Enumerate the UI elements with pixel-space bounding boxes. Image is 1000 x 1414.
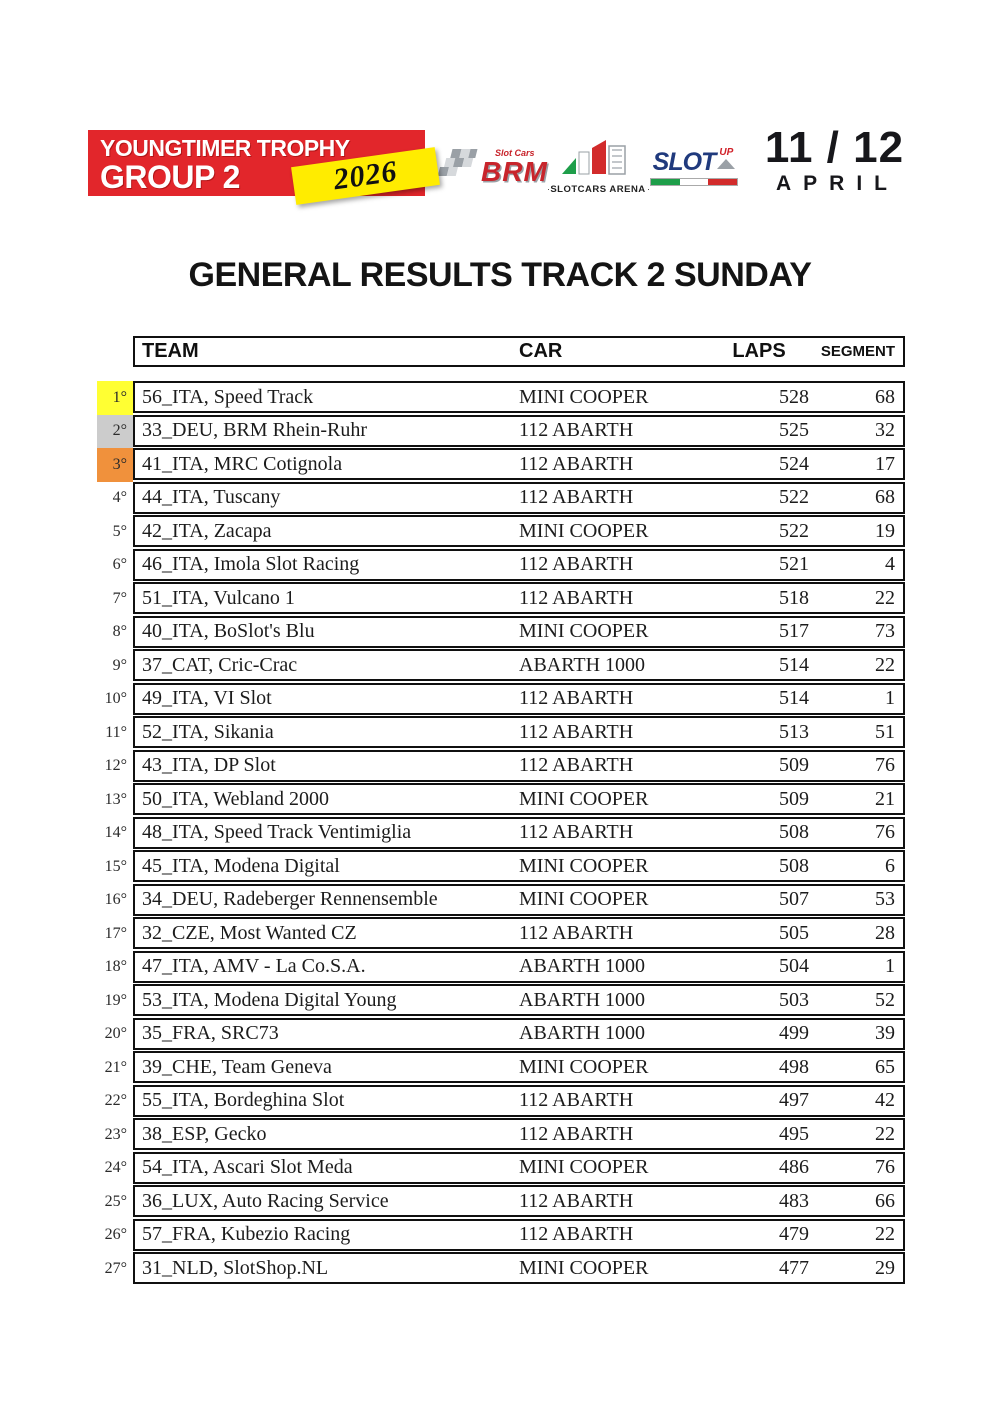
position-cell: 1° xyxy=(97,381,133,415)
team-cell: 31_NLD, SlotShop.NL xyxy=(142,1256,329,1279)
segment-cell: 39 xyxy=(875,1022,895,1044)
car-cell: MINI COOPER xyxy=(519,1156,649,1178)
position-cell: 5° xyxy=(112,522,127,540)
table-row xyxy=(97,1185,905,1217)
segment-cell: 22 xyxy=(875,1122,895,1145)
car-cell: 112 ABARTH xyxy=(519,687,634,709)
position-cell: 20° xyxy=(104,1025,127,1043)
slotup-name: SLOT xyxy=(652,148,716,176)
segment-cell: 19 xyxy=(875,519,895,542)
car-cell: MINI COOPER xyxy=(519,854,649,877)
team-cell: 41_ITA, MRC Cotignola xyxy=(142,452,343,475)
laps-cell: 514 xyxy=(779,653,809,676)
table-header-row xyxy=(133,336,905,367)
car-cell: 112 ABARTH xyxy=(519,821,634,843)
table-row xyxy=(97,783,905,815)
brm-wordmark xyxy=(481,149,548,186)
event-date-days: 11 / 12 xyxy=(764,123,905,172)
slotcars-arena-logo xyxy=(548,136,648,195)
segment-cell: 21 xyxy=(875,787,895,810)
team-cell: 43_ITA, DP Slot xyxy=(142,754,276,776)
laps-cell: 524 xyxy=(779,452,809,475)
segment-cell: 65 xyxy=(875,1055,895,1078)
table-row xyxy=(97,1051,905,1083)
team-cell: 53_ITA, Modena Digital Young xyxy=(142,988,397,1011)
team-cell: 47_ITA, AMV - La Co.S.A. xyxy=(142,955,366,977)
slotup-up-mark xyxy=(717,148,735,169)
team-cell: 39_CHE, Team Geneva xyxy=(142,1055,332,1078)
table-row xyxy=(97,582,905,614)
brm-name: BRM xyxy=(481,156,548,187)
results-table xyxy=(97,336,905,1286)
car-cell: 112 ABARTH xyxy=(519,452,634,475)
car-cell: 112 ABARTH xyxy=(519,1223,634,1245)
table-row xyxy=(97,850,905,882)
laps-cell: 504 xyxy=(779,955,809,977)
team-cell: 40_ITA, BoSlot's Blu xyxy=(142,620,315,642)
event-date xyxy=(762,124,907,195)
table-row xyxy=(97,683,905,715)
row-box xyxy=(133,917,905,949)
arena-name: SLOTCARS ARENA xyxy=(548,184,648,195)
row-box xyxy=(133,549,905,581)
laps-cell: 505 xyxy=(779,921,809,944)
laps-cell: 509 xyxy=(779,754,809,776)
table-row xyxy=(97,750,905,782)
position-cell: 17° xyxy=(104,924,127,942)
segment-cell: 73 xyxy=(875,620,895,642)
table-row xyxy=(97,817,905,849)
car-cell: 112 ABARTH xyxy=(519,754,634,776)
event-group-name: GROUP 2 xyxy=(100,159,240,196)
team-cell: 50_ITA, Webland 2000 xyxy=(142,787,329,810)
arena-skyline-icon xyxy=(550,165,646,182)
team-cell: 52_ITA, Sikania xyxy=(142,720,274,743)
car-cell: MINI COOPER xyxy=(519,787,649,810)
segment-cell: 1 xyxy=(885,955,895,977)
segment-cell: 66 xyxy=(875,1189,895,1212)
laps-cell: 498 xyxy=(779,1055,809,1078)
row-box xyxy=(133,1085,905,1117)
table-row xyxy=(97,1219,905,1251)
brm-tagline: Slot Cars xyxy=(495,148,535,158)
position-cell: 25° xyxy=(104,1192,127,1210)
position-cell: 21° xyxy=(104,1058,127,1076)
table-row xyxy=(97,1252,905,1284)
car-cell: MINI COOPER xyxy=(519,1055,649,1078)
car-cell: MINI COOPER xyxy=(519,888,649,910)
table-row xyxy=(97,1085,905,1117)
laps-cell: 522 xyxy=(779,519,809,542)
slotup-logo xyxy=(650,147,738,186)
segment-cell: 1 xyxy=(885,687,895,709)
row-box xyxy=(133,1252,905,1284)
position-cell: 4° xyxy=(112,489,127,507)
position-cell: 27° xyxy=(104,1259,127,1277)
table-row xyxy=(97,482,905,514)
row-box xyxy=(133,783,905,815)
car-cell: 112 ABARTH xyxy=(519,1122,634,1145)
position-cell: 19° xyxy=(104,991,127,1009)
laps-cell: 508 xyxy=(779,821,809,843)
table-row xyxy=(97,884,905,916)
laps-cell: 497 xyxy=(779,1089,809,1111)
laps-cell: 513 xyxy=(779,720,809,743)
position-cell: 7° xyxy=(112,589,127,607)
segment-cell: 76 xyxy=(875,821,895,843)
row-box xyxy=(133,716,905,748)
segment-cell: 17 xyxy=(875,452,895,475)
segment-cell: 76 xyxy=(875,1156,895,1178)
table-body xyxy=(97,381,905,1284)
row-box xyxy=(133,850,905,882)
table-row xyxy=(97,415,905,447)
event-date-month: APRIL xyxy=(776,172,899,196)
car-cell: ABARTH 1000 xyxy=(519,653,646,676)
table-row xyxy=(97,616,905,648)
car-cell: ABARTH 1000 xyxy=(519,988,646,1011)
team-cell: 55_ITA, Bordeghina Slot xyxy=(142,1089,345,1111)
segment-cell: 32 xyxy=(875,419,895,441)
row-box xyxy=(133,683,905,715)
position-cell: 2° xyxy=(97,415,133,449)
segment-cell: 68 xyxy=(875,385,895,408)
position-cell: 23° xyxy=(104,1125,127,1143)
position-cell: 13° xyxy=(104,790,127,808)
team-cell: 56_ITA, Speed Track xyxy=(142,385,314,408)
car-cell: MINI COOPER xyxy=(519,385,649,408)
position-cell: 15° xyxy=(104,857,127,875)
car-cell: MINI COOPER xyxy=(519,1256,649,1279)
table-row xyxy=(97,515,905,547)
laps-cell: 518 xyxy=(779,586,809,609)
segment-cell: 22 xyxy=(875,586,895,609)
row-box xyxy=(133,984,905,1016)
row-box xyxy=(133,482,905,514)
column-header-car: CAR xyxy=(519,340,563,362)
car-cell: 112 ABARTH xyxy=(519,720,634,743)
position-cell: 10° xyxy=(104,690,127,708)
laps-cell: 503 xyxy=(779,988,809,1011)
row-box xyxy=(133,616,905,648)
team-cell: 54_ITA, Ascari Slot Meda xyxy=(142,1156,353,1178)
row-box xyxy=(133,1118,905,1150)
segment-cell: 22 xyxy=(875,653,895,676)
row-box xyxy=(133,817,905,849)
position-cell: 26° xyxy=(104,1226,127,1244)
laps-cell: 477 xyxy=(779,1256,809,1279)
car-cell: ABARTH 1000 xyxy=(519,1022,646,1044)
laps-cell: 499 xyxy=(779,1022,809,1044)
team-cell: 42_ITA, Zacapa xyxy=(142,519,272,542)
car-cell: ABARTH 1000 xyxy=(519,955,646,977)
position-cell: 8° xyxy=(112,623,127,641)
car-cell: 112 ABARTH xyxy=(519,419,634,441)
laps-cell: 509 xyxy=(779,787,809,810)
segment-cell: 28 xyxy=(875,921,895,944)
car-cell: 112 ABARTH xyxy=(519,921,634,944)
laps-cell: 525 xyxy=(779,419,809,441)
team-cell: 33_DEU, BRM Rhein-Ruhr xyxy=(142,419,367,441)
row-box xyxy=(133,582,905,614)
segment-cell: 22 xyxy=(875,1223,895,1245)
team-cell: 35_FRA, SRC73 xyxy=(142,1022,279,1044)
row-box xyxy=(133,649,905,681)
team-cell: 37_CAT, Cric-Crac xyxy=(142,653,298,676)
laps-cell: 495 xyxy=(779,1122,809,1145)
laps-cell: 486 xyxy=(779,1156,809,1178)
segment-cell: 68 xyxy=(875,486,895,508)
team-cell: 36_LUX, Auto Racing Service xyxy=(142,1189,389,1212)
segment-cell: 4 xyxy=(885,553,895,575)
laps-cell: 483 xyxy=(779,1189,809,1212)
table-row xyxy=(97,1152,905,1184)
car-cell: 112 ABARTH xyxy=(519,586,634,609)
brm-logo xyxy=(437,147,548,186)
car-cell: 112 ABARTH xyxy=(519,553,634,575)
table-row xyxy=(97,1118,905,1150)
laps-cell: 508 xyxy=(779,854,809,877)
team-cell: 44_ITA, Tuscany xyxy=(142,486,281,508)
table-row xyxy=(97,716,905,748)
table-row xyxy=(97,649,905,681)
row-box xyxy=(133,415,905,447)
row-box xyxy=(133,1051,905,1083)
car-cell: MINI COOPER xyxy=(519,519,649,542)
position-cell: 14° xyxy=(104,824,127,842)
column-header-team: TEAM xyxy=(142,340,199,362)
table-row xyxy=(97,549,905,581)
position-cell: 11° xyxy=(105,723,127,741)
row-box xyxy=(133,515,905,547)
italian-flag-stripe xyxy=(650,178,738,186)
table-row xyxy=(97,951,905,983)
car-cell: 112 ABARTH xyxy=(519,1189,634,1212)
table-row xyxy=(97,1018,905,1050)
row-box xyxy=(133,1018,905,1050)
laps-cell: 517 xyxy=(779,620,809,642)
laps-cell: 507 xyxy=(779,888,809,910)
row-box xyxy=(133,1152,905,1184)
event-series-name: YOUNGTIMER TROPHY xyxy=(100,135,350,161)
laps-cell: 521 xyxy=(779,553,809,575)
column-header-segment: SEGMENT xyxy=(820,343,895,360)
row-box xyxy=(133,381,905,413)
segment-cell: 53 xyxy=(875,888,895,910)
team-cell: 46_ITA, Imola Slot Racing xyxy=(142,553,360,575)
laps-cell: 522 xyxy=(779,486,809,508)
laps-cell: 528 xyxy=(779,385,809,408)
car-cell: 112 ABARTH xyxy=(519,486,634,508)
position-cell: 24° xyxy=(104,1159,127,1177)
table-row xyxy=(97,984,905,1016)
row-box xyxy=(133,884,905,916)
checkered-flag-icon xyxy=(437,147,479,186)
position-cell: 16° xyxy=(104,891,127,909)
team-cell: 38_ESP, Gecko xyxy=(142,1122,267,1145)
row-box xyxy=(133,750,905,782)
slotup-sup: UP xyxy=(719,147,734,158)
table-row xyxy=(97,381,905,413)
row-box xyxy=(133,1185,905,1217)
team-cell: 49_ITA, VI Slot xyxy=(142,687,272,709)
row-box xyxy=(133,951,905,983)
up-triangle-icon xyxy=(717,159,735,169)
laps-cell: 514 xyxy=(779,687,809,709)
team-cell: 45_ITA, Modena Digital xyxy=(142,854,340,877)
segment-cell: 29 xyxy=(875,1256,895,1279)
row-box xyxy=(133,448,905,480)
year-label: 2026 xyxy=(331,154,400,197)
car-cell: 112 ABARTH xyxy=(519,1089,634,1111)
table-row xyxy=(97,448,905,480)
position-cell: 22° xyxy=(104,1092,127,1110)
team-cell: 48_ITA, Speed Track Ventimiglia xyxy=(142,821,412,843)
page-title: GENERAL RESULTS TRACK 2 SUNDAY xyxy=(188,256,812,294)
position-cell: 18° xyxy=(104,958,127,976)
segment-cell: 52 xyxy=(875,988,895,1011)
row-box xyxy=(133,1219,905,1251)
laps-cell: 479 xyxy=(779,1223,809,1245)
segment-cell: 42 xyxy=(875,1089,895,1111)
position-cell: 9° xyxy=(112,656,127,674)
segment-cell: 51 xyxy=(875,720,895,743)
position-cell: 3° xyxy=(97,448,133,482)
position-cell: 12° xyxy=(104,757,127,775)
team-cell: 34_DEU, Radeberger Rennensemble xyxy=(142,888,438,910)
position-cell: 6° xyxy=(112,556,127,574)
segment-cell: 76 xyxy=(875,754,895,776)
team-cell: 57_FRA, Kubezio Racing xyxy=(142,1223,351,1245)
column-header-laps: LAPS xyxy=(732,340,786,362)
segment-cell: 6 xyxy=(885,854,895,877)
team-cell: 32_CZE, Most Wanted CZ xyxy=(142,921,357,944)
team-cell: 51_ITA, Vulcano 1 xyxy=(142,586,295,609)
car-cell: MINI COOPER xyxy=(519,620,649,642)
table-row xyxy=(97,917,905,949)
